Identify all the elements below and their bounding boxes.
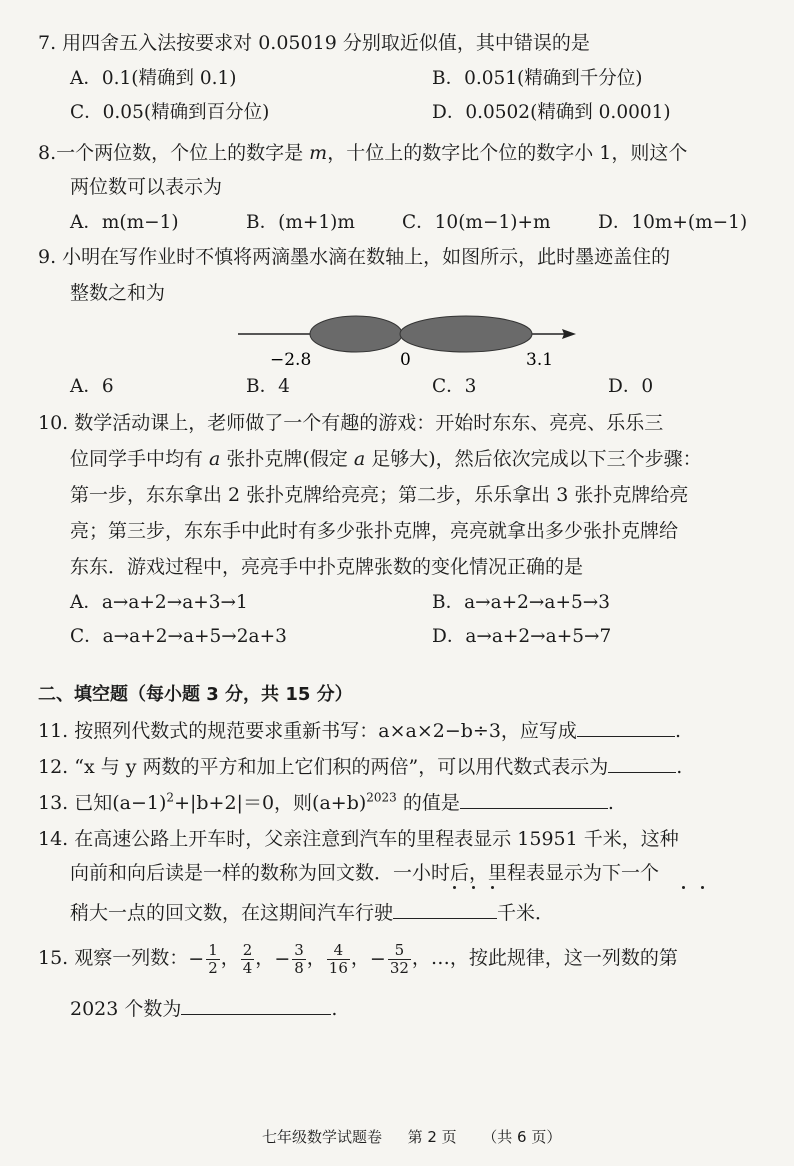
q9-option-c: C．3 [432,376,477,397]
q13-mid: +|b+2|＝0，则(a+b) [174,792,367,814]
q15-answer-blank[interactable] [181,996,331,1015]
fraction [388,942,411,977]
fraction-numerator: 1 [208,940,218,959]
q7-option-a: A．0.1(精确到 0.1) [70,68,237,89]
q15-suffix: ，…，按此规律，这一列数的第 [411,947,678,969]
q10-line2-part1: 位同学手中均有 [70,448,210,470]
q14-line1: 14. 在高速公路上开车时，父亲注意到汽车的里程表显示 15951 千米，这种 [38,828,679,850]
q9-stem-line2: 整数之和为 [70,282,166,304]
emphasis-dot [491,886,494,889]
q10-option-d: D．a→a+2→a+5→7 [432,626,612,647]
q10-line2 [70,446,702,472]
q10-line3: 第一步，东东拿出 2 张扑克牌给亮亮；第二步，乐乐拿出 3 张扑克牌给亮 [70,484,689,506]
q9-option-a: A．6 [70,376,114,397]
q7-option-b: B．0.051(精确到千分位) [432,68,643,89]
label-minus-2-8: −2.8 [270,350,312,370]
q9-option-d: D．0 [608,376,654,397]
q10-line5: 东东．游戏过程中，亮亮手中扑克牌张数的变化情况正确的是 [70,556,584,578]
footer-title: 七年级数学试题卷 [262,1128,383,1146]
label-3-1: 3.1 [526,350,554,370]
q13-exponent-2: 2 [166,790,175,805]
q10-line4: 亮；第三步，东东手中此时有多少张扑克牌，亮亮就拿出多少张扑克牌给 [70,520,679,542]
q11-answer-blank[interactable] [577,718,675,737]
fraction-denominator: 2 [208,958,218,977]
fraction-sign: − [274,948,291,970]
q14-line3 [70,900,554,926]
fraction [241,942,255,977]
sequence-comma: ， [220,947,240,969]
fraction-denominator: 32 [389,958,409,977]
emphasis-dot [682,886,685,889]
q8-stem-part2: ，十位上的数字比个位的数字小 1，则这个 [327,142,688,164]
q14-line3-part2: 千米． [497,902,555,924]
q8-option-a: A．m(m−1) [70,212,179,233]
q7-option-d: D．0.0502(精确到 0.0001) [432,102,671,123]
footer-page: 第 2 页 [407,1128,457,1146]
q10-line1: 10. 数学活动课上，老师做了一个有趣的游戏：开始时东东、亮亮、乐乐三 [38,412,664,434]
q10-line2-part2: 张扑克牌(假定 [220,448,354,470]
q12-text: 12. “x 与 y 两数的平方和加上它们积的两倍”，可以用代数式表示为 [38,756,609,778]
q12-answer-blank[interactable] [608,754,676,773]
label-zero: 0 [400,350,411,370]
q15-line1 [38,938,678,979]
q10-option-b: B．a→a+2→a+5→3 [432,592,610,613]
emphasis-dot [453,886,456,889]
fraction-sign: − [188,948,205,970]
q8-option-b: B．(m+1)m [246,212,355,233]
number-line-arrow [562,329,576,339]
q15-prefix: 15. 观察一列数： [38,947,189,969]
q14-answer-blank[interactable] [393,900,497,919]
ink-blot-left [310,316,402,352]
ink-blot-right [400,316,532,352]
q9-stem-line1: 9. 小明在写作业时不慎将两滴墨水滴在数轴上，如图所示，此时墨迹盖住的 [38,246,671,268]
q8-option-c: C．10(m−1)+m [402,212,551,233]
q13-prefix: 13. 已知(a−1) [38,792,167,814]
fraction-sign: − [369,948,386,970]
q8-stem-part1: 8.一个两位数，个位上的数字是 [38,142,310,164]
fraction-denominator: 8 [294,958,304,977]
fraction-numerator: 3 [294,940,304,959]
fraction-denominator: 4 [242,958,253,977]
q15-end: . [331,998,338,1020]
q13-answer-blank[interactable] [460,790,608,809]
sequence-comma: ， [350,947,370,969]
q8-stem-line1 [38,140,687,166]
q14-line3-part1: 稍大一点的回文数，在这期间汽车行驶 [70,902,394,924]
q12-end: . [676,756,683,778]
fraction-numerator: 5 [394,940,405,959]
fraction [327,942,350,977]
q12-line [38,754,682,780]
q10-var-a: a [209,448,221,470]
q10-option-c: C．a→a+2→a+5→2a+3 [70,626,287,647]
q8-option-d: D．10m+(m−1) [598,212,748,233]
q13-suffix: 的值是 [396,792,460,814]
q10-var-a-2: a [353,448,366,470]
q8-stem-line2: 两位数可以表示为 [70,176,223,198]
q11-end: . [674,720,681,742]
fraction [292,942,306,977]
emphasis-dot [701,886,704,889]
q7-stem: 7. 用四舍五入法按要求对 0.05019 分别取近似值，其中错误的是 [38,32,590,54]
q15-sequence [188,940,412,977]
fraction-numerator: 4 [333,940,344,959]
fraction-numerator: 2 [242,940,253,959]
section-heading: 二、填空题（每小题 3 分，共 15 分） [38,684,353,705]
q7-option-c: C．0.05(精确到百分位) [70,102,270,123]
q8-var-m: m [309,142,328,164]
q13-exponent-2023: 2023 [366,790,397,805]
q10-line2-part3: 足够大)，然后依次完成以下三个步骤： [365,448,702,470]
number-line-figure [230,308,590,370]
q13-end: . [607,792,614,814]
sequence-comma: ， [306,947,326,969]
q10-option-a: A．a→a+2→a+3→1 [70,592,248,613]
emphasis-dot [472,886,475,889]
q15-line2-text: 2023 个数为 [70,998,182,1020]
q13-line [38,790,614,816]
page-footer [262,1126,561,1147]
sequence-comma: ， [255,947,275,969]
q9-option-b: B．4 [246,376,290,397]
fraction-denominator: 16 [328,958,348,977]
q15-line2 [70,996,337,1022]
q11-line [38,718,681,744]
fraction [206,942,220,977]
q11-text: 11. 按照列代数式的规范要求重新书写：a×a×2−b÷3，应写成 [38,720,577,742]
q14-line2: 向前和向后读是一样的数称为回文数．一小时后，里程表显示为下一个 [70,862,660,884]
footer-total: （共 6 页） [482,1128,562,1146]
